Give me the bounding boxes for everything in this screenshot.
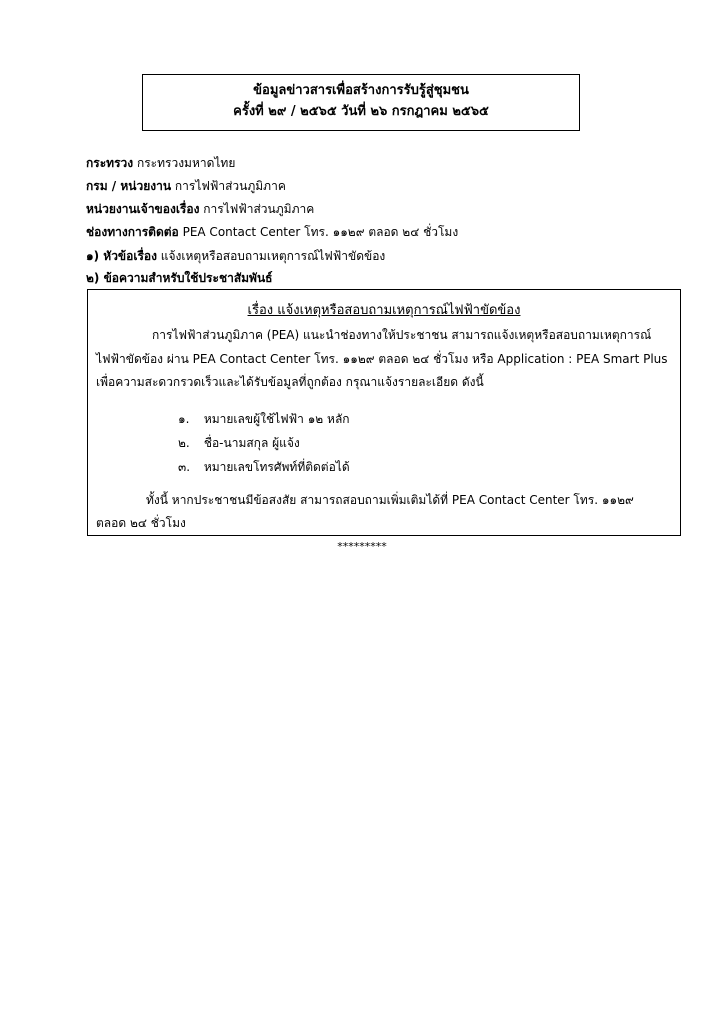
list-item-text: หมายเลขโทรศัพท์ที่ติดต่อได้ bbox=[203, 460, 350, 474]
announcement-title: เรื่อง แจ้งเหตุหรือสอบถามเหตุการณ์ไฟฟ้าขัดข้อง bbox=[247, 303, 521, 318]
contact-value: PEA Contact Center โทร. ๑๑๒๙ ตลอด ๒๔ ชั่วโมง bbox=[182, 225, 459, 239]
topic-row bbox=[86, 247, 385, 265]
owner-value: การไฟฟ้าส่วนภูมิภาค bbox=[203, 202, 315, 216]
topic-value: แจ้งเหตุหรือสอบถามเหตุการณ์ไฟฟ้าขัดข้อง bbox=[160, 249, 386, 263]
pr-row bbox=[86, 269, 273, 287]
owner-row bbox=[86, 200, 314, 218]
list-item-number: ๒. bbox=[178, 436, 190, 450]
department-label: กรม / หน่วยงาน bbox=[86, 179, 172, 193]
ministry-label: กระทรวง bbox=[86, 156, 134, 170]
header-title: ข้อมูลข่าวสารเพื่อสร้างการรับรู้สู่ชุมชน bbox=[253, 83, 469, 98]
ministry-value: กระทรวงมหาดไทย bbox=[136, 156, 236, 170]
paragraph-2-line-1: ทั้งนี้ หากประชาชนมีข้อสงสัย สามารถสอบถามเพิ่มเติมได้ที่ PEA Contact Center โทร. ๑๑๒๙ bbox=[146, 493, 634, 507]
list-item-number: ๓. bbox=[178, 460, 191, 474]
pr-label: ๒) ข้อความสำหรับใช้ประชาสัมพันธ์ bbox=[86, 271, 273, 285]
paragraph-1-line-2: ไฟฟ้าขัดข้อง ผ่าน PEA Contact Center โทร. ๑๑๒๙ ตลอด ๒๔ ชั่วโมง หรือ Application : PEA Smart Plus bbox=[96, 352, 668, 366]
header-issue-date: ครั้งที่ ๒๙ / ๒๕๖๕ วันที่ ๒๖ กรกฎาคม ๒๕๖๕ bbox=[233, 104, 489, 119]
contact-label: ช่องทางการติดต่อ bbox=[86, 225, 179, 239]
owner-label: หน่วยงานเจ้าของเรื่อง bbox=[86, 202, 200, 216]
topic-label: ๑) หัวข้อเรื่อง bbox=[86, 249, 157, 263]
list-item-text: หมายเลขผู้ใช้ไฟฟ้า ๑๒ หลัก bbox=[203, 412, 350, 426]
ministry-row bbox=[86, 154, 235, 172]
list-item-text: ชื่อ-นามสกุล ผู้แจ้ง bbox=[203, 436, 300, 450]
list-item bbox=[178, 458, 350, 477]
department-value: การไฟฟ้าส่วนภูมิภาค bbox=[174, 179, 286, 193]
department-row bbox=[86, 177, 286, 195]
list-item bbox=[178, 410, 350, 429]
header-box bbox=[142, 74, 580, 131]
list-item bbox=[178, 434, 300, 453]
contact-row bbox=[86, 223, 458, 241]
announcement-box bbox=[87, 289, 681, 536]
paragraph-1-line-1: การไฟฟ้าส่วนภูมิภาค (PEA) แนะนำช่องทางให้ประชาชน สามารถแจ้งเหตุหรือสอบถามเหตุการณ์ bbox=[152, 328, 652, 342]
paragraph-1-line-3: เพื่อความสะดวกรวดเร็วและได้รับข้อมูลที่ถูกต้อง กรุณาแจ้งรายละเอียด ดังนี้ bbox=[96, 375, 484, 389]
list-item-number: ๑. bbox=[178, 412, 190, 426]
paragraph-2-line-2: ตลอด ๒๔ ชั่วโมง bbox=[96, 516, 186, 530]
end-separator: ********* bbox=[337, 540, 387, 553]
